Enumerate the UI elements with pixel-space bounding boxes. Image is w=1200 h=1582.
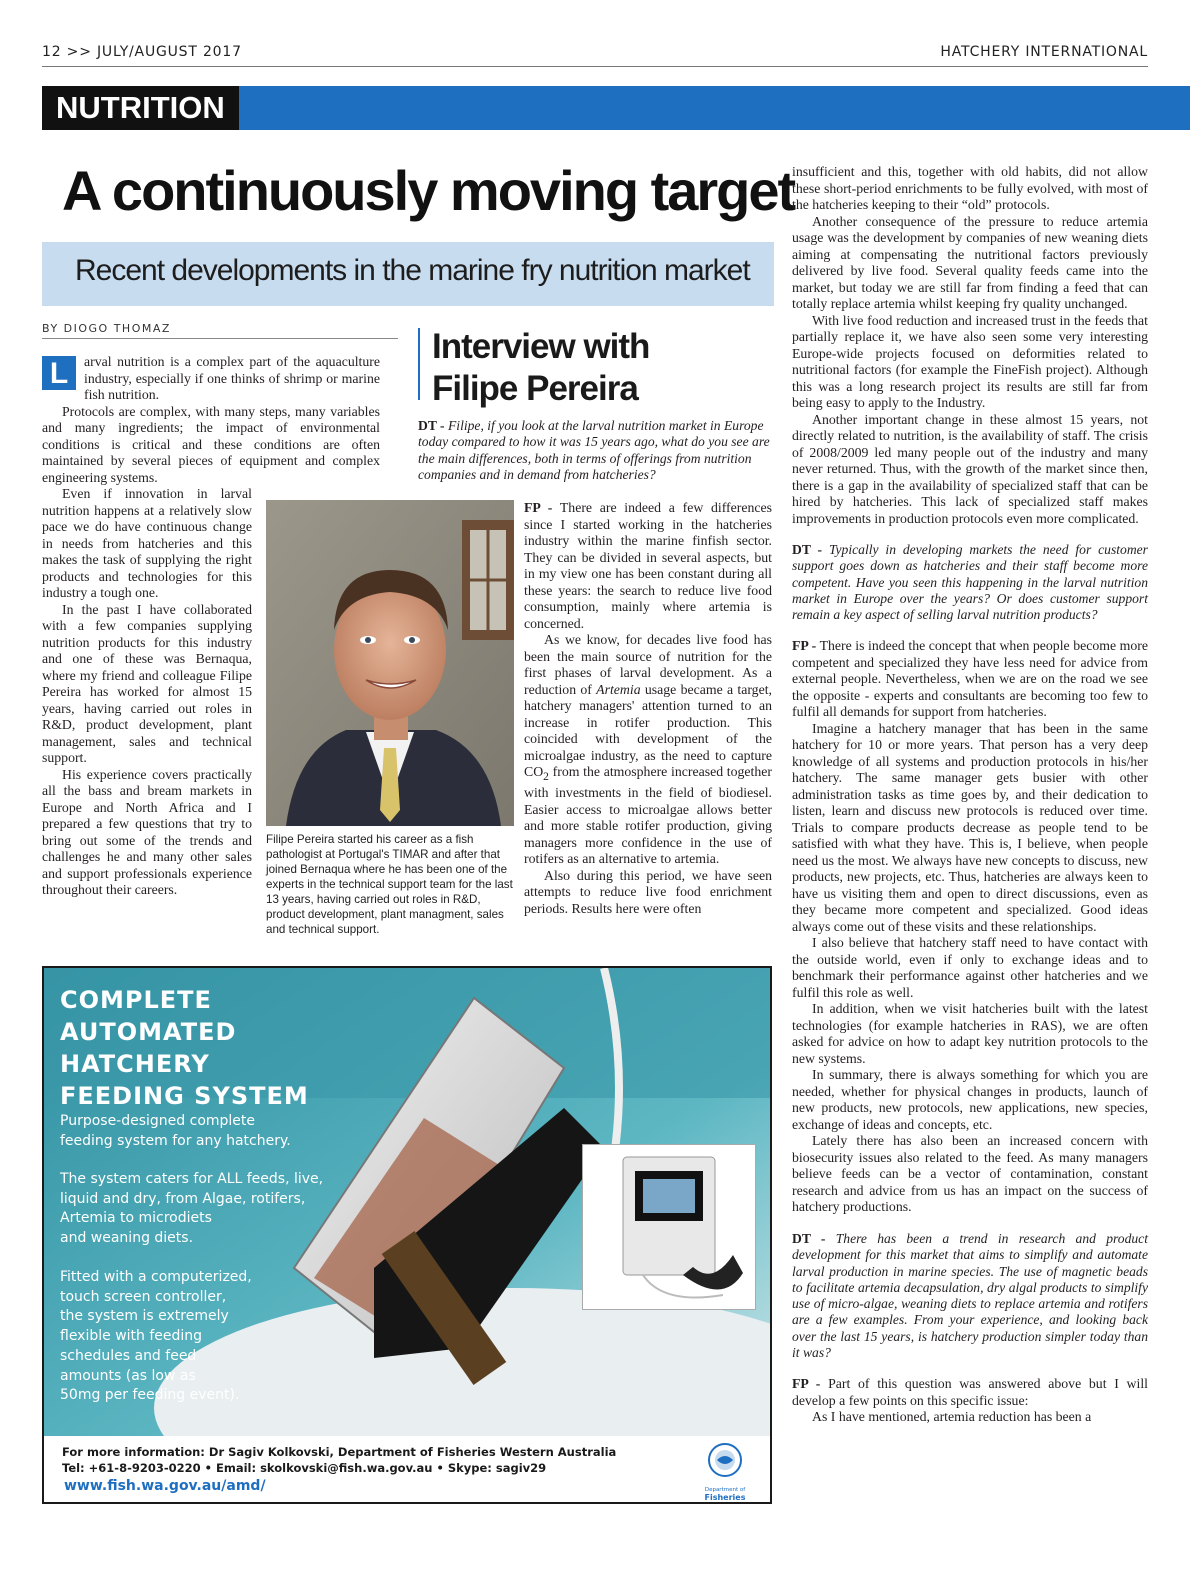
ad-body2-line-3: the system is extremely (60, 1308, 229, 1325)
fisheries-seal-logo (700, 1442, 750, 1502)
ad-headline-line-2: AUTOMATED (60, 1018, 237, 1046)
answer-2-tag: FP - (792, 638, 817, 654)
answer-2-paragraph-5: In summary, there is always something for which you are needed, whether for physical changes in products, launch of new products, new protocols, new applications, new species, exchange of ideas and concepts, etc. (792, 1067, 1148, 1132)
intro-paragraph-3: Even if innovation in larval nutrition happens at a relatively slow pace we do have continuous change in needs from hatcheries and this makes the task of supplying the right products and technologies for this industry a tough one. (42, 486, 252, 600)
ad-body1-line-3: Artemia to microdiets (60, 1210, 212, 1227)
ad-body-2 (60, 1268, 252, 1406)
artemia-italic: Artemia (596, 681, 641, 697)
ad-photo (44, 968, 770, 1436)
answer-3-text-1: Part of this question was answered above but I will develop a few points on this specific issue: (792, 1376, 1148, 1408)
folio-left: 12 >> JULY/AUGUST 2017 (42, 44, 242, 60)
fisheries-seal-icon (700, 1442, 750, 1482)
answer-3-tag: FP - (792, 1376, 821, 1392)
right-paragraph-1: insufficient and this, together with old habits, did not allow these short-period enrichments to be fully evolved, with most of the hatcheries keeping to their “old” protocols. (792, 164, 1148, 212)
answer-2-paragraph-2: Imagine a hatchery manager that has been in the same hatchery for 10 or more years. That person has a very deep knowledge of all systems and production protocols in his/her hatchery. The same manager gets busier with other administration tasks as time goes by, and their dedication to listen, learn and discuss new protocols is reduced over time. Trials to compare products decrease as people tend to be satisfied with what they have. This is, I believe, when people need us the most. We always have new concepts to discuss, new products, new projects, etc. Thus, hatcheries are always keen to have us visiting them and open to direct discussions, even as they became more competent and specialized. Good ideas always come out of these visits and these relationships. (792, 720, 1148, 934)
portrait-photo (266, 500, 514, 826)
intro-paragraph-1: arval nutrition is a complex part of the aquaculture industry, especially if one thinks of shrimp or marine fish nutrition. (84, 354, 380, 402)
byline-rule (42, 338, 398, 339)
intro-paragraph-4: In the past I have collaborated with a few companies supplying nutrition products for this industry and one of these was Bernaqua, where my friend and colleague Filipe Pereira has worked for almost 15 years, having carried out roles in R&D, product development, plant management, sales and technical support. (42, 601, 252, 765)
question-1 (418, 418, 774, 483)
answer-1-column (524, 500, 772, 917)
interview-title (432, 326, 649, 410)
answer-2-text-1: There is indeed the concept that when people become more competent and specialized they have less need for advice from external people. Nevertheless, when we are on the road we see the opposite - experts and consultants are becoming too few to fulfil all demands for support from hatcheries. (792, 638, 1149, 720)
right-column (792, 164, 1148, 1426)
deck-box (42, 242, 774, 306)
answer-3-paragraph-2: As I have mentioned, artemia reduction has been a (812, 1409, 1092, 1425)
answer-1-p2-part-c: from the atmosphere increased together with investments in the field of biodiesel. Easier access to microalgae allows better and more stable rotifer production, giving managers more confidence in the use of rotifers as an alternative to artemia. (524, 764, 772, 867)
ad-contact-line-2: Tel: +61-8-9203-0220 • Email: skolkovski@fish.wa.gov.au • Skype: sagiv29 (62, 1461, 547, 1475)
ad-website-link[interactable]: www.fish.wa.gov.au/amd/ (64, 1478, 266, 1494)
folio-right: HATCHERY INTERNATIONAL (940, 44, 1148, 60)
co2-subscript: 2 (543, 770, 549, 783)
intro-paragraph-5: His experience covers practically all the bass and bream markets in Europe and North Africa and I prepared a few questions that try to bring out some of the trends and challenges he and many other sales and support professionals experience throughout their careers. (42, 766, 252, 897)
advertisement (42, 966, 772, 1504)
drop-cap: L (42, 356, 76, 390)
ad-body1-line-2: liquid and dry, from Algae, rotifers, (60, 1190, 306, 1207)
ad-body2-line-4: flexible with feeding (60, 1328, 203, 1345)
interview-title-line-1: Interview with (432, 327, 650, 366)
question-3 (792, 1231, 1148, 1361)
question-2 (792, 542, 1148, 623)
answer-2-paragraph-4: In addition, when we visit hatcheries built with the latest technologies (for example hatcheries in RAS), we are often asked for advice on how to adapt key nutrition protocols to the new systems. (792, 1001, 1148, 1066)
controller-inset (582, 1144, 756, 1310)
controller-illustration (583, 1145, 755, 1309)
answer-1-paragraph-2 (524, 632, 772, 868)
question-3-text: There has been a trend in research and product development for this market that aims to simplify and automate larval production in marine species. The use of magnetic beads to facilitate artemia decapsulation, dry algal products to simplify use of micro-algae, weaning diets to replace artemia and rotifers are a few examples. From your experience, and looking back over the last 15 years, is hatchery production simpler today than it was? (792, 1230, 1148, 1361)
right-paragraph-4: Another important change in these almost 15 years, not directly related to nutrition, is the availability of staff. The crisis of 2008/2009 led many people out of the industry and many never returned. Thus, with the growth of the market since then, there is a gap in the availability of specialized staff that can be hired by hatcheries. This lack of specialized staff makes improvements in production protocols even more complicated. (792, 411, 1148, 526)
answer-2-paragraph-6: Lately there has also been an increased concern with biosecurity issues also related to the feed. As many managers believe feeds can be a vector of contamination, constant research and advice from us has an impact on the success of hatchery productions. (792, 1133, 1148, 1215)
answer-1-p2-part-a: As we know, for decades live food has been the main source of nutrition for the first phases of larval development. As a reduction of (524, 632, 772, 697)
ad-headline-line-3: HATCHERY (60, 1050, 210, 1078)
ad-body1-line-1: The system caters for ALL feeds, live, (60, 1171, 324, 1187)
deck-text: Recent developments in the marine fry nutrition market (75, 254, 750, 287)
answer-2-paragraph-1 (792, 638, 1148, 721)
ad-contact-line-1: For more information: Dr Sagiv Kolkovski, Department of Fisheries Western Australia (62, 1445, 617, 1459)
photo-caption: Filipe Pereira started his career as a fish pathologist at Portugal's TIMAR and after that joined Bernaqua where he has been one of the experts in the technical support team for the last 13 years, having carried out roles in R&D, product development, plant managment, sales and technical support. (266, 833, 513, 936)
ad-subheadline (60, 1112, 291, 1151)
answer-1-paragraph-1: There are indeed a few differences since I started working in the hatcheries industry within the marine finfish sector. They can be divided in several aspects, but in my view one has been constant during all these years: the search to reduce live food consumption, mainly where artemia is concerned. (524, 500, 773, 631)
ad-body2-line-1: Fitted with a computerized, (60, 1269, 252, 1285)
seal-text-line-2: Fisheries (704, 1493, 746, 1502)
answer-1-p2-part-b: usage became a target, hatchery managers' attention turned to an increase in rotifer production. This coincided with development of the microalgae industry, as the need to capture CO (524, 681, 772, 779)
ad-body2-line-7: 50mg per feeding event). (60, 1387, 240, 1404)
question-1-text: Filipe, if you look at the larval nutrition market in Europe today compared to how it was 15 years ago, what do you see are the main differences, both in terms of offerings from nutrition companies and in demand from hatcheries? (418, 418, 770, 482)
seal-text (700, 1487, 750, 1502)
question-3-tag: DT - (792, 1230, 826, 1246)
ad-sub-line-2: feeding system for any hatchery. (60, 1132, 291, 1149)
answer-1-paragraph-3: Also during this period, we have seen attempts to reduce live food enrichment periods. Results here were often (524, 867, 772, 916)
question-2-tag: DT - (792, 542, 823, 557)
answer-2-paragraph-3: I also believe that hatchery staff need to have contact with the outside world, even if only to exchange ideas and to benchmark their performance against other hatcheries and we fulfil this role as well. (792, 935, 1148, 1000)
interview-title-line-2: Filipe Pereira (432, 369, 638, 408)
byline: BY DIOGO THOMAZ (42, 322, 171, 335)
answer-1-tag: FP - (524, 500, 553, 515)
question-1-tag: DT - (418, 418, 445, 433)
right-paragraph-3: With live food reduction and increased trust in the feeds that partially replace it, we have also seen some very interesting Europe-wide projects focused on deformities related to nutritional factors (for example the FineFish project). Although this was a long research project its results are still far from being easy to apply to the Industry. (792, 312, 1148, 410)
interview-accent-bar (418, 328, 420, 400)
headline: A continuously moving target (62, 159, 795, 222)
answer-3-paragraph-1 (792, 1376, 1148, 1409)
right-paragraph-2: Another consequence of the pressure to reduce artemia usage was the development by companies of new weaning diets aiming at compensating the nutritional factors previously delivered by live food. Several quality feeds came into the market, but today we are still far from finding a feed that can totally replace artemia whilst keeping fry quality unchanged. (792, 213, 1148, 311)
ad-body2-line-2: touch screen controller, (60, 1288, 227, 1305)
header-rule (42, 66, 1148, 67)
ad-contact (62, 1444, 616, 1476)
ad-headline-line-1: COMPLETE (60, 986, 212, 1014)
ad-headline-line-4: FEEDING SYSTEM (60, 1082, 309, 1110)
portrait-illustration (266, 500, 514, 826)
question-2-text: Typically in developing markets the need for customer support goes down as hatcheries and their staff become more competent. Have you seen this happening in the larval nutrition market in Europe over the years? Or does customer support remain a key aspect of selling larval nutrition products? (792, 542, 1148, 623)
seal-text-line-1: Department of (704, 1487, 746, 1493)
ad-body2-line-5: schedules and feed (60, 1347, 197, 1364)
intro-column-top (42, 354, 380, 486)
ad-body1-line-4: and weaning diets. (60, 1230, 194, 1247)
ad-headline (60, 984, 309, 1112)
ad-body2-line-6: amounts (as low as (60, 1367, 196, 1384)
ad-body-1 (60, 1170, 323, 1249)
intro-paragraph-2: Protocols are complex, with many steps, many variables and many ingredients; the impact of environmental conditions is critical and these conditions are often maintained by several pieces of equipment and complex engineering systems. (42, 403, 380, 485)
ad-sub-line-1: Purpose-designed complete (60, 1113, 256, 1129)
intro-column-narrow (42, 486, 252, 899)
section-tag: NUTRITION (42, 86, 239, 130)
